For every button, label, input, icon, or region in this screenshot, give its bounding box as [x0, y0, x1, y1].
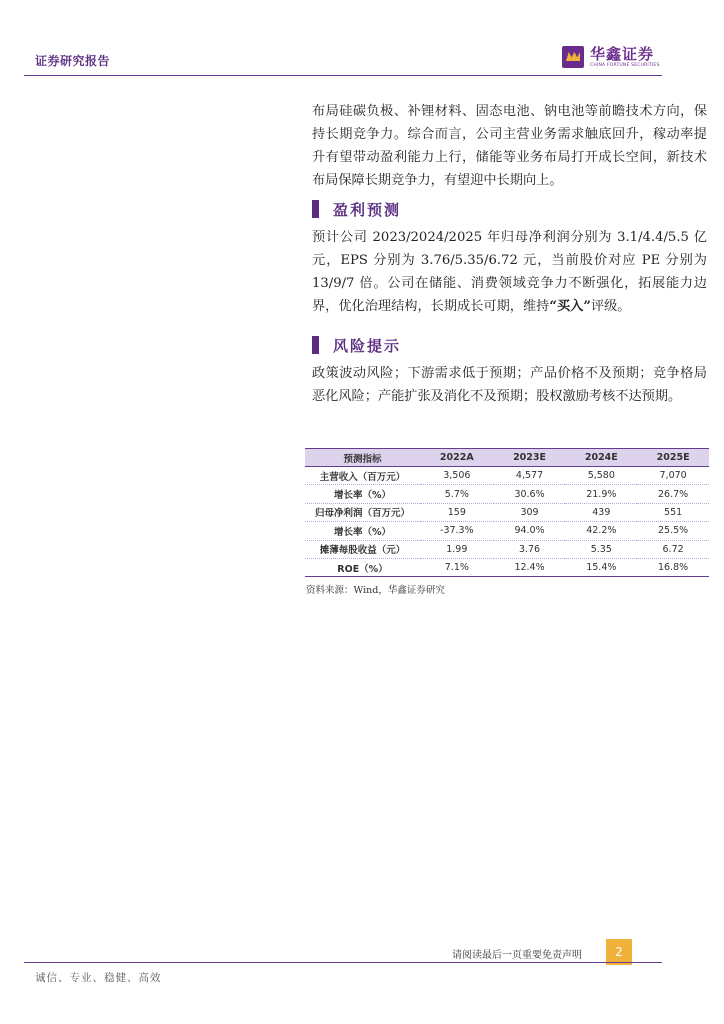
section-title: 风险提示 [333, 336, 402, 355]
company-logo [562, 46, 660, 68]
table-cell: 16.8% [637, 558, 709, 576]
table-cell: 7,070 [637, 467, 709, 485]
logo-icon [562, 46, 584, 68]
report-type-label: 证券研究报告 [35, 54, 111, 68]
table-row [305, 485, 709, 503]
table-header-cell: 2024E [565, 449, 637, 467]
intro-paragraph: 布局硅碳负极、补锂材料、固态电池、钠电池等前瞻技术方向，保持长期竞争力。综合而言，公司主营业务需求触底回升，稼动率提升有望带动盈利能力上行，储能等业务布局打开成长空间，新技术布局保障长期竞争力，有望迎中长期向上。 [312, 104, 707, 188]
section-marker [312, 336, 319, 354]
table-header-row [305, 449, 709, 467]
table-cell: 3.76 [494, 540, 566, 558]
table-row [305, 558, 709, 576]
section-marker [312, 200, 319, 218]
row-label: 归母净利润（百万元） [305, 503, 420, 521]
table-cell: 159 [420, 503, 494, 521]
table-cell: 3,506 [420, 467, 494, 485]
disclaimer-note: 请阅读最后一页重要免责声明 [452, 950, 582, 961]
table-cell: 21.9% [565, 485, 637, 503]
table-cell: 25.5% [637, 522, 709, 540]
table-cell: -37.3% [420, 522, 494, 540]
table-cell: 5,580 [565, 467, 637, 485]
section-heading-risk [312, 332, 707, 358]
table-cell: 5.7% [420, 485, 494, 503]
page-number: 2 [606, 939, 632, 965]
table-cell: 12.4% [494, 558, 566, 576]
table-cell: 551 [637, 503, 709, 521]
footer-divider [24, 962, 662, 963]
table-cell: 15.4% [565, 558, 637, 576]
forecast-table [305, 448, 709, 577]
table-cell: 1.99 [420, 540, 494, 558]
table-cell: 439 [565, 503, 637, 521]
logo-name-en: CHINA FORTUNE SECURITIES [590, 63, 660, 68]
table-cell: 94.0% [494, 522, 566, 540]
table-cell: 5.35 [565, 540, 637, 558]
table-row [305, 540, 709, 558]
row-label: 增长率（%） [305, 485, 420, 503]
rating-highlight: “买入” [549, 299, 591, 314]
section-heading-forecast [312, 196, 707, 222]
row-label: 增长率（%） [305, 522, 420, 540]
company-motto: 诚信、专业、稳健、高效 [35, 972, 162, 984]
table-cell: 4,577 [494, 467, 566, 485]
logo-name-cn: 华鑫证券 [590, 45, 655, 63]
table-row [305, 503, 709, 521]
row-label: ROE（%） [305, 558, 420, 576]
section-title: 盈利预测 [333, 200, 402, 219]
row-label: 摊薄每股收益（元） [305, 540, 420, 558]
main-content [312, 100, 707, 408]
table-cell: 42.2% [565, 522, 637, 540]
header-divider [24, 75, 662, 76]
table-header-cell: 2023E [494, 449, 566, 467]
table-cell: 6.72 [637, 540, 709, 558]
forecast-paragraph: 预计公司 2023/2024/2025 年归母净利润分别为 3.1/4.4/5.5 亿元，EPS 分别为 3.76/5.35/6.72 元，当前股价对应 PE 分别为 13/9/7 倍。公司在储能、消费领域竞争力不断强化，拓展能力边界，优化治理结构，长期成长可期，维持“买入”评级。 [312, 230, 707, 314]
table-cell: 7.1% [420, 558, 494, 576]
table-cell: 309 [494, 503, 566, 521]
table-header-cell: 2025E [637, 449, 709, 467]
table-cell: 30.6% [494, 485, 566, 503]
risk-paragraph: 政策波动风险；下游需求低于预期；产品价格不及预期；竞争格局恶化风险；产能扩张及消化不及预期；股权激励考核不达预期。 [312, 366, 707, 404]
row-label: 主营收入（百万元） [305, 467, 420, 485]
table-header-cell: 预测指标 [305, 449, 420, 467]
table-header-cell: 2022A [420, 449, 494, 467]
table-row [305, 522, 709, 540]
table-cell: 26.7% [637, 485, 709, 503]
table-source-note: 资料来源：Wind，华鑫证券研究 [306, 585, 445, 596]
table-row [305, 467, 709, 485]
